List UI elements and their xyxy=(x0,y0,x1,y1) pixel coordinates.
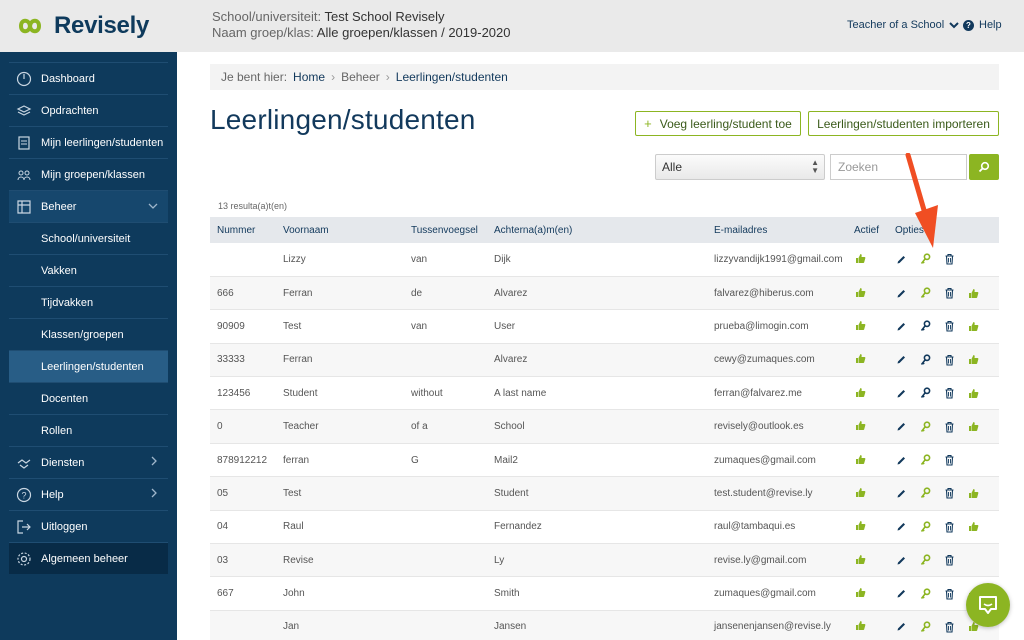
edit-pencil-icon[interactable] xyxy=(895,620,908,633)
edit-pencil-icon[interactable] xyxy=(895,587,908,600)
cell-actief xyxy=(847,610,888,640)
sidebar-item-label: Tijdvakken xyxy=(41,296,94,309)
cell-tussenvoegsel: G xyxy=(411,454,419,466)
table-row[interactable] xyxy=(210,443,999,476)
edit-pencil-icon[interactable] xyxy=(895,454,908,467)
cell-tussenvoegsel: van xyxy=(411,253,428,265)
cell-actief xyxy=(847,510,888,543)
cell-voornaam: Ferran xyxy=(283,287,313,299)
sidebar-item-label: Beheer xyxy=(41,200,77,213)
revisely-logo[interactable] xyxy=(12,12,149,40)
sidebar-item-label: Opdrachten xyxy=(41,104,99,117)
table-row[interactable] xyxy=(210,544,999,577)
cell-nummer: 05 xyxy=(217,487,229,499)
cell-voornaam: Test xyxy=(283,487,302,499)
brand-name: Revisely xyxy=(54,12,150,39)
key-icon[interactable] xyxy=(919,454,932,467)
breadcrumb-prefix: Je bent hier: xyxy=(221,70,288,84)
sidebar-item-label: Uitloggen xyxy=(41,520,88,533)
cell-tussenvoegsel: of a xyxy=(411,421,428,433)
header-nummer[interactable]: Nummer xyxy=(217,224,256,236)
cell-achternaam: User xyxy=(494,320,516,332)
breadcrumb-home[interactable]: Home xyxy=(293,70,326,84)
breadcrumb-beheer[interactable]: Beheer xyxy=(341,70,380,84)
cell-email: revisely@outlook.es xyxy=(714,421,804,433)
table-row[interactable] xyxy=(210,610,999,640)
sidebar-item-rollen[interactable] xyxy=(9,414,168,446)
table-row[interactable] xyxy=(210,577,999,610)
breadcrumb-separator: › xyxy=(331,70,336,84)
edit-pencil-icon[interactable] xyxy=(895,387,908,400)
thumbs-up-icon[interactable] xyxy=(967,287,980,300)
cell-voornaam: ferran xyxy=(283,454,310,466)
trash-icon[interactable] xyxy=(943,587,956,600)
help-link[interactable] xyxy=(963,19,1002,31)
breadcrumb-separator: › xyxy=(385,70,390,84)
group-label: Naam groep/klas: xyxy=(212,25,314,40)
sidebar-item-label: Mijn leerlingen/studenten xyxy=(41,136,164,149)
cell-voornaam: Lizzy xyxy=(283,253,306,265)
chevron-down-icon xyxy=(148,201,158,213)
cell-nummer: 0 xyxy=(217,421,223,433)
grid-icon xyxy=(15,198,33,216)
cell-opties xyxy=(888,477,999,510)
cell-nummer: 878912212 xyxy=(217,454,268,466)
chat-icon xyxy=(977,595,999,615)
sidebar-item-mijn-groepen[interactable] xyxy=(9,158,168,190)
trash-icon[interactable] xyxy=(943,287,956,300)
cell-opties xyxy=(888,443,999,476)
edit-pencil-icon[interactable] xyxy=(895,320,908,333)
sidebar xyxy=(0,52,177,640)
cell-achternaam: Ly xyxy=(494,554,505,566)
trash-icon[interactable] xyxy=(943,353,956,366)
cell-email: raul@tambaqui.es xyxy=(714,521,796,533)
thumbs-up-icon[interactable] xyxy=(967,320,980,333)
trash-icon[interactable] xyxy=(943,253,956,266)
header-opties: Opties xyxy=(895,224,924,236)
cell-actief xyxy=(847,276,888,309)
thumbs-up-icon xyxy=(854,386,867,399)
sidebar-item-klassen[interactable] xyxy=(9,318,168,350)
cell-email: ferran@falvarez.me xyxy=(714,387,802,399)
cell-nummer: 33333 xyxy=(217,354,245,366)
cell-email: jansenenjansen@revise.ly xyxy=(714,621,831,633)
edit-pencil-icon[interactable] xyxy=(895,287,908,300)
table-row[interactable] xyxy=(210,510,999,543)
school-label: School/universiteit: xyxy=(212,9,322,24)
handshake-icon xyxy=(15,454,33,472)
header-email[interactable]: E-mailadres xyxy=(714,224,768,236)
edit-pencil-icon[interactable] xyxy=(895,487,908,500)
thumbs-up-icon xyxy=(854,553,867,566)
edit-pencil-icon[interactable] xyxy=(895,420,908,433)
thumbs-up-icon[interactable] xyxy=(967,353,980,366)
thumbs-up-icon[interactable] xyxy=(967,387,980,400)
cell-email: lizzyvandijk1991@gmail.com xyxy=(714,253,843,265)
trash-icon[interactable] xyxy=(943,520,956,533)
import-students-button[interactable]: Leerlingen/studenten importeren xyxy=(808,111,999,136)
cell-email: test.student@revise.ly xyxy=(714,487,813,499)
header-tussenvoegsel[interactable]: Tussenvoegsel xyxy=(411,224,478,236)
cell-email: prueba@limogin.com xyxy=(714,320,809,332)
sidebar-item-tijdvakken[interactable] xyxy=(9,286,168,318)
sidebar-item-label: Rollen xyxy=(41,424,73,437)
cell-tussenvoegsel xyxy=(404,610,487,640)
top-bar xyxy=(0,0,1024,52)
logout-icon xyxy=(15,518,33,536)
sidebar-item-label: Docenten xyxy=(41,392,89,405)
chevron-down-icon xyxy=(949,22,959,29)
cell-opties xyxy=(888,410,999,443)
sidebar-item-diensten[interactable] xyxy=(9,446,168,478)
table-row[interactable] xyxy=(210,477,999,510)
key-icon[interactable] xyxy=(919,320,932,333)
header-achternaam[interactable]: Achterna(a)m(en) xyxy=(494,224,573,236)
thumbs-up-icon xyxy=(854,319,867,332)
table-row[interactable] xyxy=(210,310,999,343)
trash-icon[interactable] xyxy=(943,554,956,567)
thumbs-up-icon[interactable] xyxy=(967,420,980,433)
sidebar-item-algemeen-beheer[interactable] xyxy=(9,542,168,574)
cell-voornaam: Ferran xyxy=(283,354,313,366)
svg-text:?: ? xyxy=(21,490,27,500)
cell-nummer xyxy=(210,610,276,640)
cell-actief xyxy=(847,310,888,343)
search-icon xyxy=(978,161,990,173)
cell-tussenvoegsel xyxy=(404,544,487,577)
add-student-label: Voeg leerling/student toe xyxy=(659,116,792,131)
cell-nummer xyxy=(210,243,276,276)
cell-email: cewy@zumaques.com xyxy=(714,354,815,366)
cell-achternaam: Jansen xyxy=(494,621,527,633)
cell-nummer: 666 xyxy=(217,287,234,299)
cell-tussenvoegsel: de xyxy=(411,287,423,299)
cell-actief xyxy=(847,443,888,476)
cell-achternaam: Alvarez xyxy=(494,354,528,366)
trash-icon[interactable] xyxy=(943,620,956,633)
sidebar-item-help[interactable] xyxy=(9,478,168,510)
cell-actief xyxy=(847,544,888,577)
filter-select-value: Alle xyxy=(662,160,683,174)
school-info xyxy=(212,9,511,41)
add-student-button[interactable] xyxy=(635,111,801,136)
cell-voornaam: Test xyxy=(283,320,302,332)
table-header-row xyxy=(210,217,999,243)
thumbs-up-icon xyxy=(854,252,867,265)
thumbs-up-icon xyxy=(854,286,867,299)
header-actief[interactable]: Actief xyxy=(854,224,880,236)
chevron-right-icon xyxy=(151,456,158,469)
cell-opties xyxy=(888,276,999,309)
cell-achternaam: Mail2 xyxy=(494,454,518,466)
cell-nummer: 90909 xyxy=(217,320,245,332)
cell-achternaam: Student xyxy=(494,487,529,499)
cell-nummer: 667 xyxy=(217,588,234,600)
search-input[interactable]: Zoeken xyxy=(830,154,967,180)
sidebar-item-dashboard[interactable] xyxy=(9,62,168,94)
cell-nummer: 03 xyxy=(217,554,229,566)
cell-achternaam: Alvarez xyxy=(494,287,528,299)
help-circle-icon: ? xyxy=(963,20,974,31)
sidebar-item-docenten[interactable] xyxy=(9,382,168,414)
cell-email: zumaques@gmail.com xyxy=(714,588,816,600)
select-arrows-icon: ▲ ▼ xyxy=(811,158,819,175)
question-icon xyxy=(15,486,33,504)
cell-email: zumaques@gmail.com xyxy=(714,454,816,466)
breadcrumb-current: Leerlingen/studenten xyxy=(395,70,508,84)
trash-icon[interactable] xyxy=(943,320,956,333)
edit-pencil-icon[interactable] xyxy=(895,353,908,366)
cell-opties xyxy=(888,510,999,543)
help-link-label: Help xyxy=(979,19,1002,31)
chat-button[interactable] xyxy=(966,583,1010,627)
cell-tussenvoegsel xyxy=(404,343,487,376)
key-icon[interactable] xyxy=(919,587,932,600)
gear-icon xyxy=(15,550,33,568)
table-row[interactable] xyxy=(210,276,999,309)
document-icon xyxy=(15,134,33,152)
cell-tussenvoegsel xyxy=(404,477,487,510)
key-icon[interactable] xyxy=(919,387,932,400)
group-icon xyxy=(15,166,33,184)
sidebar-item-opdrachten[interactable] xyxy=(9,94,168,126)
key-icon[interactable] xyxy=(919,353,932,366)
cell-nummer: 04 xyxy=(217,521,229,533)
trash-icon[interactable] xyxy=(943,487,956,500)
sidebar-item-label: Mijn groepen/klassen xyxy=(41,168,145,181)
cell-voornaam: Raul xyxy=(283,521,304,533)
sidebar-item-label: Vakken xyxy=(41,264,77,277)
cell-tussenvoegsel xyxy=(404,510,487,543)
cell-actief xyxy=(847,577,888,610)
page-title: Leerlingen/studenten xyxy=(210,104,476,135)
cell-voornaam: Teacher xyxy=(283,421,319,433)
search-button[interactable] xyxy=(969,154,999,180)
cell-actief xyxy=(847,410,888,443)
results-count: 13 resulta(a)t(en) xyxy=(218,201,288,211)
sidebar-item-school[interactable] xyxy=(9,222,168,254)
thumbs-up-icon xyxy=(854,352,867,365)
user-menu[interactable] xyxy=(847,19,959,31)
thumbs-up-icon[interactable] xyxy=(967,520,980,533)
group-value: Alle groepen/klassen / 2019-2020 xyxy=(316,25,511,40)
sidebar-item-label: Leerlingen/studenten xyxy=(41,360,144,373)
layers-icon xyxy=(15,102,33,120)
cell-achternaam: Smith xyxy=(494,588,520,600)
cell-opties xyxy=(888,343,999,376)
user-menu-label: Teacher of a School xyxy=(847,19,945,31)
thumbs-up-icon xyxy=(854,453,867,466)
thumbs-up-icon xyxy=(854,519,867,532)
dashboard-icon xyxy=(15,70,33,88)
header-voornaam[interactable]: Voornaam xyxy=(283,224,329,236)
thumbs-up-icon xyxy=(854,486,867,499)
cell-actief xyxy=(847,243,888,276)
thumbs-up-icon xyxy=(854,619,867,632)
trash-icon[interactable] xyxy=(943,420,956,433)
cell-achternaam: A last name xyxy=(494,387,547,399)
sidebar-item-beheer[interactable] xyxy=(9,190,168,222)
edit-pencil-icon[interactable] xyxy=(895,253,908,266)
sidebar-item-leerlingen[interactable] xyxy=(9,350,168,382)
cell-voornaam: Revise xyxy=(283,554,314,566)
edit-pencil-icon[interactable] xyxy=(895,554,908,567)
cell-actief xyxy=(847,477,888,510)
edit-pencil-icon[interactable] xyxy=(895,520,908,533)
school-value: Test School Revisely xyxy=(324,9,445,24)
cell-tussenvoegsel xyxy=(404,577,487,610)
cell-voornaam: Jan xyxy=(283,621,300,633)
key-icon[interactable] xyxy=(919,287,932,300)
chevron-right-icon xyxy=(151,488,158,501)
key-icon[interactable] xyxy=(919,554,932,567)
sidebar-item-label: Diensten xyxy=(41,456,85,469)
filter-select[interactable] xyxy=(655,154,825,180)
cell-opties xyxy=(888,544,999,577)
plus-icon: + xyxy=(644,116,652,131)
key-icon[interactable] xyxy=(919,487,932,500)
table-row[interactable] xyxy=(210,343,999,376)
students-table xyxy=(210,217,999,640)
sidebar-item-label: Help xyxy=(41,488,64,501)
thumbs-up-icon[interactable] xyxy=(967,487,980,500)
table-row[interactable] xyxy=(210,410,999,443)
breadcrumb xyxy=(210,64,999,90)
thumbs-up-icon xyxy=(854,586,867,599)
sidebar-item-label: Algemeen beheer xyxy=(41,552,128,565)
red-arrow-icon xyxy=(902,153,944,253)
sidebar-item-mijn-leerlingen[interactable] xyxy=(9,126,168,158)
key-icon[interactable] xyxy=(919,420,932,433)
cell-voornaam: Student xyxy=(283,387,318,399)
key-icon[interactable] xyxy=(919,253,932,266)
cell-achternaam: Fernandez xyxy=(494,521,542,533)
infinity-logo-icon xyxy=(12,13,48,39)
cell-email: revise.ly@gmail.com xyxy=(714,554,807,566)
thumbs-up-icon xyxy=(854,419,867,432)
sidebar-item-vakken[interactable] xyxy=(9,254,168,286)
cell-actief xyxy=(847,343,888,376)
cell-actief xyxy=(847,377,888,410)
cell-opties xyxy=(888,310,999,343)
key-icon[interactable] xyxy=(919,620,932,633)
trash-icon[interactable] xyxy=(943,387,956,400)
cell-achternaam: School xyxy=(494,421,525,433)
cell-email: falvarez@hiberus.com xyxy=(714,287,814,299)
trash-icon[interactable] xyxy=(943,454,956,467)
cell-tussenvoegsel: without xyxy=(411,387,443,399)
sidebar-item-label: School/universiteit xyxy=(41,232,131,245)
cell-achternaam: Dijk xyxy=(494,253,511,265)
table-row[interactable] xyxy=(210,377,999,410)
sidebar-item-label: Klassen/groepen xyxy=(41,328,124,341)
cell-tussenvoegsel: van xyxy=(411,320,428,332)
sidebar-item-label: Dashboard xyxy=(41,72,95,85)
cell-voornaam: John xyxy=(283,588,305,600)
cell-opties xyxy=(888,377,999,410)
sidebar-item-uitloggen[interactable] xyxy=(9,510,168,542)
cell-nummer: 123456 xyxy=(217,387,251,399)
key-icon[interactable] xyxy=(919,520,932,533)
table-row[interactable] xyxy=(210,243,999,276)
